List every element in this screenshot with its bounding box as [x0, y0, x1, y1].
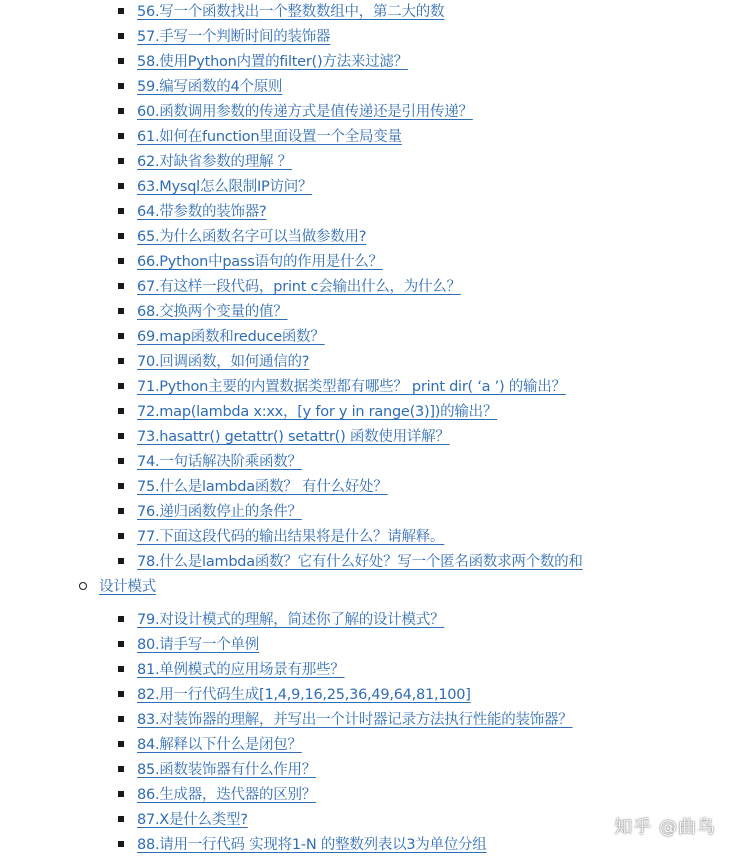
- list-item: [0, 298, 288, 323]
- list-item: [0, 831, 487, 856]
- list-item: [0, 806, 248, 831]
- square-bullet-icon: [118, 791, 124, 797]
- toc-link[interactable]: 70.回调函数，如何通信的?: [137, 354, 310, 370]
- square-bullet-icon: [118, 483, 124, 489]
- list-item: [0, 656, 345, 681]
- list-item: [0, 548, 583, 573]
- square-bullet-icon: [118, 308, 124, 314]
- list-item: [0, 473, 388, 498]
- toc-link[interactable]: 65.为什么函数名字可以当做参数用?: [137, 229, 367, 245]
- circle-bullet-icon: [79, 582, 87, 590]
- square-bullet-icon: [118, 766, 124, 772]
- list-item: [0, 756, 316, 781]
- list-item: [0, 273, 461, 298]
- toc-link[interactable]: 87.X是什么类型?: [137, 812, 248, 828]
- toc-link[interactable]: 83.对装饰器的理解，并写出一个计时器记录方法执行性能的装饰器？: [137, 712, 573, 728]
- square-bullet-icon: [118, 58, 124, 64]
- toc-link[interactable]: 68.交换两个变量的值？: [137, 304, 288, 320]
- toc-link[interactable]: 84.解释以下什么是闭包？: [137, 737, 302, 753]
- list-item: [0, 148, 292, 173]
- list-item: [0, 0, 444, 23]
- list-item: [0, 323, 325, 348]
- square-bullet-icon: [118, 616, 124, 622]
- toc-link[interactable]: 59.编写函数的4个原则: [137, 79, 283, 95]
- square-bullet-icon: [118, 133, 124, 139]
- section-item: [0, 573, 156, 598]
- square-bullet-icon: [118, 841, 124, 847]
- list-item: [0, 373, 566, 398]
- list-item: [0, 398, 497, 423]
- square-bullet-icon: [118, 358, 124, 364]
- square-bullet-icon: [118, 233, 124, 239]
- square-bullet-icon: [118, 641, 124, 647]
- toc-link[interactable]: 82.用一行代码生成[1,4,9,16,25,36,49,64,81,100]: [137, 687, 471, 703]
- toc-link[interactable]: 78.什么是lambda函数？它有什么好处？写一个匿名函数求两个数的和: [137, 554, 583, 570]
- square-bullet-icon: [118, 8, 124, 14]
- toc-link[interactable]: 62.对缺省参数的理解 ？: [137, 154, 292, 170]
- toc-link[interactable]: 85.函数装饰器有什么作用？: [137, 762, 317, 778]
- toc-link[interactable]: 71.Python主要的内置数据类型都有哪些？ print dir( ‘a ’) 的输出？: [137, 379, 566, 395]
- toc-link[interactable]: 61.如何在function里面设置一个全局变量: [137, 129, 402, 145]
- list-item: [0, 523, 444, 548]
- square-bullet-icon: [118, 383, 124, 389]
- toc-link[interactable]: 60.函数调用参数的传递方式是值传递还是引用传递？: [137, 104, 473, 120]
- list-item: [0, 681, 471, 706]
- toc-link[interactable]: 57.手写一个判断时间的装饰器: [137, 29, 331, 45]
- square-bullet-icon: [118, 333, 124, 339]
- toc-link[interactable]: 81.单例模式的应用场景有那些？: [137, 662, 345, 678]
- square-bullet-icon: [118, 108, 124, 114]
- toc-link[interactable]: 73.hasattr() getattr() setattr() 函数使用详解？: [137, 429, 450, 445]
- toc-link[interactable]: 69.map函数和reduce函数？: [137, 329, 325, 345]
- list-item: [0, 706, 573, 731]
- toc-link[interactable]: 86.生成器，迭代器的区别？: [137, 787, 317, 803]
- square-bullet-icon: [118, 558, 124, 564]
- list-item: [0, 23, 330, 48]
- list-item: [0, 123, 402, 148]
- section-link-design-patterns[interactable]: 设计模式: [99, 579, 156, 595]
- square-bullet-icon: [118, 158, 124, 164]
- list-item: [0, 731, 302, 756]
- toc-link[interactable]: 64.带参数的装饰器?: [137, 204, 267, 220]
- square-bullet-icon: [118, 208, 124, 214]
- list-item: [0, 606, 444, 631]
- square-bullet-icon: [118, 408, 124, 414]
- toc-link[interactable]: 67.有这样一段代码，print c会输出什么，为什么？: [137, 279, 461, 295]
- square-bullet-icon: [118, 716, 124, 722]
- toc-link[interactable]: 66.Python中pass语句的作用是什么？: [137, 254, 383, 270]
- list-item: [0, 223, 366, 248]
- toc-link[interactable]: 76.递归函数停止的条件？: [137, 504, 302, 520]
- list-item: [0, 198, 267, 223]
- square-bullet-icon: [118, 816, 124, 822]
- square-bullet-icon: [118, 533, 124, 539]
- toc-link[interactable]: 77.下面这段代码的输出结果将是什么？请解释。: [137, 529, 445, 545]
- list-item: [0, 98, 473, 123]
- list-item: [0, 423, 450, 448]
- square-bullet-icon: [118, 183, 124, 189]
- toc-link[interactable]: 75.什么是lambda函数？ 有什么好处？: [137, 479, 388, 495]
- list-item: [0, 348, 309, 373]
- toc-link[interactable]: 72.map(lambda x:xx，[y for y in range(3)])的输出？: [137, 404, 498, 420]
- toc-link[interactable]: 79.对设计模式的理解，简述你了解的设计模式？: [137, 612, 445, 628]
- square-bullet-icon: [118, 83, 124, 89]
- square-bullet-icon: [118, 666, 124, 672]
- list-item: [0, 448, 302, 473]
- toc-link[interactable]: 63.Mysql怎么限制IP访问？: [137, 179, 313, 195]
- square-bullet-icon: [118, 691, 124, 697]
- zhihu-watermark: 知乎 @曲鸟: [614, 817, 716, 838]
- square-bullet-icon: [118, 508, 124, 514]
- toc-link[interactable]: 56.写一个函数找出一个整数数组中，第二大的数: [137, 4, 445, 20]
- list-item: [0, 173, 312, 198]
- list-item: [0, 781, 316, 806]
- list-item: [0, 73, 282, 98]
- list-item: [0, 631, 259, 656]
- square-bullet-icon: [118, 741, 124, 747]
- toc-link[interactable]: 58.使用Python内置的filter()方法来过滤？: [137, 54, 408, 70]
- square-bullet-icon: [118, 258, 124, 264]
- toc-link[interactable]: 74.一句话解决阶乘函数？: [137, 454, 302, 470]
- toc-link[interactable]: 88.请用一行代码 实现将1-N 的整数列表以3为单位分组: [137, 837, 487, 853]
- list-item: [0, 48, 408, 73]
- list-item: [0, 498, 302, 523]
- square-bullet-icon: [118, 458, 124, 464]
- square-bullet-icon: [118, 283, 124, 289]
- list-item: [0, 248, 383, 273]
- square-bullet-icon: [118, 433, 124, 439]
- toc-link[interactable]: 80.请手写一个单例: [137, 637, 260, 653]
- square-bullet-icon: [118, 33, 124, 39]
